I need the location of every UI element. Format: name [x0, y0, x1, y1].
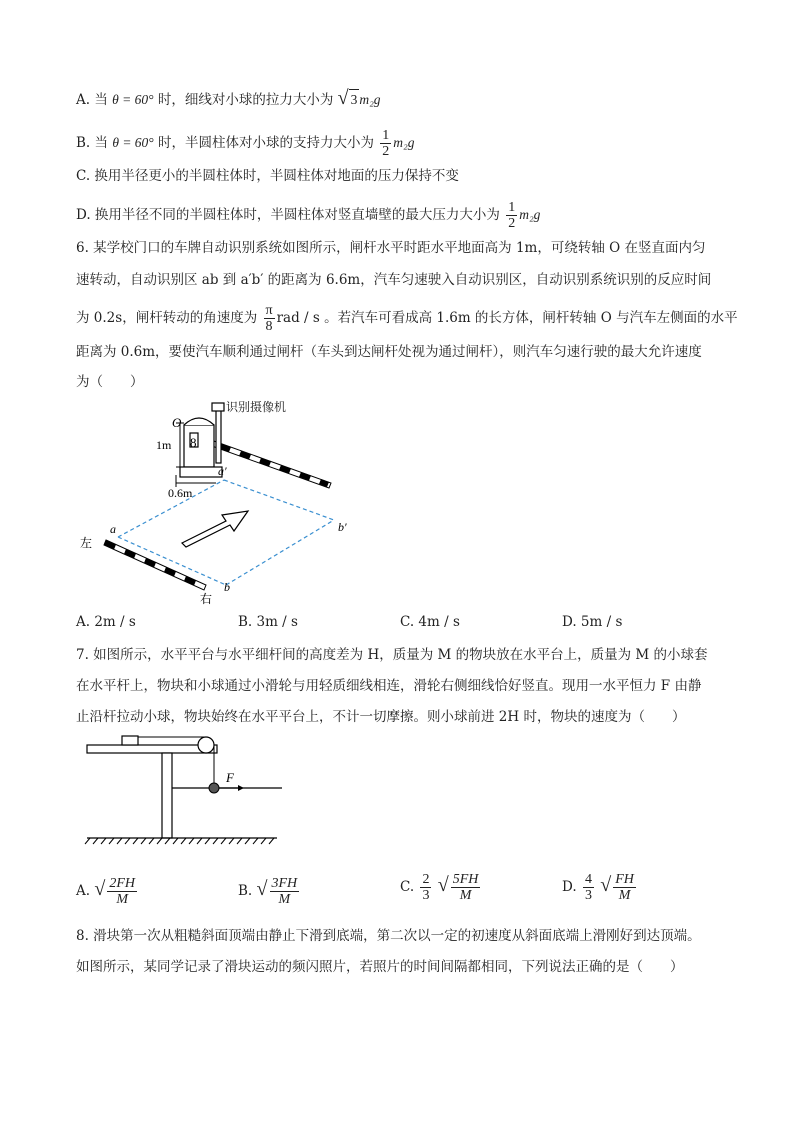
q5-option-d: D. 换用半径不同的半圆柱体时，半圆柱体对竖直墙壁的最大压力大小为 $\frac{1}{2}$ m₂g: [76, 200, 541, 231]
svg-text:a′: a′: [218, 464, 227, 478]
q8-stem-line1: 8. 滑块第一次从粗糙斜面顶端由静止下滑到底端，第二次以一定的初速度从斜面底端上滑刚好到达顶端。: [76, 928, 701, 944]
q7-option-d: D. $\frac{4}{3}$ √ $\frac{FH}{M}$: [562, 872, 634, 903]
q6-stem-line5: 为（ ）: [76, 374, 144, 390]
fraction-half: $\frac{1}{2}$: [508, 200, 516, 231]
q7-stem-line2: 在水平杆上，物块和小球通过小滑轮与用轻质细线相连，滑轮右侧细线恰好竖直。现用一水平恒力 F 由静: [76, 678, 702, 694]
q6-stem-line3: 为 0.2s，闸杆转动的角速度为 $\frac{\pi}{8}$ rad / s 。若汽车可看成高 1.6m 的长方体，闸杆转轴 O 与汽车左侧面的水平: [76, 303, 738, 334]
theta-expression: θ = 60°: [112, 92, 154, 107]
q7-option-a: A. √ $\frac{2FH}{M}$: [76, 876, 135, 907]
ground-barrier: [104, 540, 206, 590]
q6-option-d: D. 5m / s: [562, 614, 623, 630]
svg-text:左: 左: [80, 536, 93, 550]
camera-label: 识别摄像机: [226, 400, 287, 414]
q5-option-c: C. 换用半径更小的半圆柱体时，半圆柱体对地面的压力保持不变: [76, 168, 459, 184]
svg-text:8: 8: [190, 435, 197, 450]
q6-stem-line1: 6. 某学校门口的车牌自动识别系统如图所示，闸杆水平时距水平地面高为 1m，可绕转轴 O 在竖直面内匀: [76, 240, 706, 256]
svg-text:b: b: [224, 580, 230, 594]
ball: [209, 783, 219, 793]
q5-option-b: B. 当 θ = 60° 时，半圆柱体对小球的支持力大小为 $\frac{1}{2}$ m₂g: [76, 128, 415, 159]
q7-option-b: B. √ $\frac{3FH}{M}$: [238, 876, 298, 907]
fraction-pi-over-8: $\frac{\pi}{8}$: [265, 303, 273, 334]
svg-text:O: O: [172, 415, 182, 430]
q6-stem-line2: 速转动，自动识别区 ab 到 a′b′ 的距离为 6.6m，汽车匀速驶入自动识别区，自动识别系统识别的反应时间: [76, 272, 712, 288]
q6-figure: [76, 395, 376, 610]
svg-text:a: a: [110, 522, 116, 536]
block-M: [122, 736, 138, 745]
svg-text:0.6m: 0.6m: [168, 486, 193, 500]
svg-text:F: F: [226, 770, 234, 785]
direction-arrow-icon: [182, 511, 248, 547]
pulley-icon: [198, 737, 214, 753]
q8-stem-line2: 如图所示，某同学记录了滑块运动的频闪照片，若照片的时间间隔都相同，下列说法正确的是（ ）: [76, 959, 684, 975]
fraction-half: $\frac{1}{2}$: [382, 128, 390, 159]
q6-stem-line4: 距离为 0.6m，要使汽车顺利通过闸杆（车头到达闸杆处视为通过闸杆），则汽车匀速行驶的最大允许速度: [76, 344, 702, 360]
q7-stem-line3: 止沿杆拉动小球，物块始终在水平平台上，不计一切摩擦。则小球前进 2H 时，物块的速度为（ ）: [76, 709, 686, 725]
q7-stem-line1: 7. 如图所示，水平平台与水平细杆间的高度差为 H，质量为 M 的物块放在水平台上，质量为 M 的小球套: [76, 647, 708, 663]
q5-option-a: A. 当 θ = 60° 时，细线对小球的拉力大小为 √ 3 m₂g: [76, 87, 381, 109]
q6-option-b: B. 3m / s: [238, 614, 298, 630]
q7-option-c: C. $\frac{2}{3}$ √ $\frac{5FH}{M}$: [400, 872, 479, 903]
q6-option-a: A. 2m / s: [76, 614, 136, 630]
svg-text:b′: b′: [338, 520, 347, 534]
q6-option-c: C. 4m / s: [400, 614, 460, 630]
svg-text:右: 右: [200, 592, 213, 606]
svg-text:1m: 1m: [156, 438, 172, 452]
q7-figure: [82, 733, 302, 848]
